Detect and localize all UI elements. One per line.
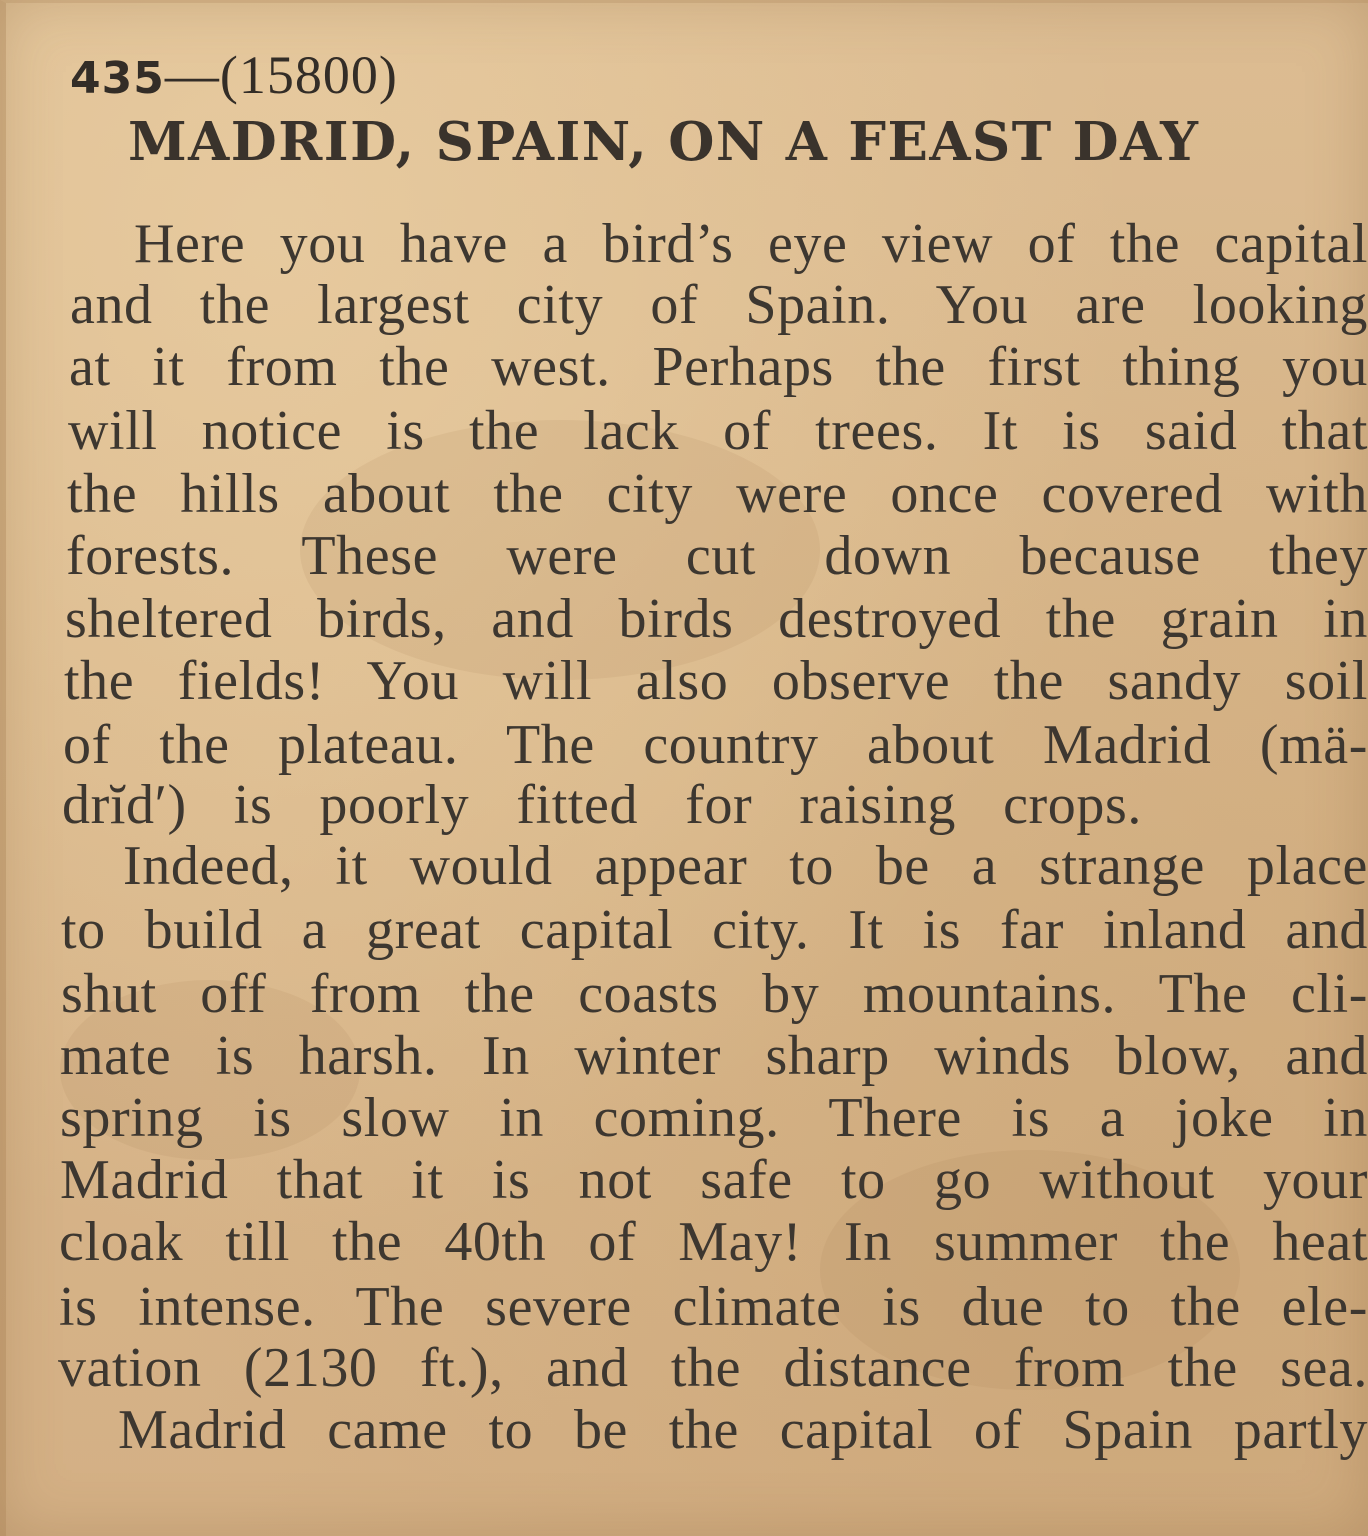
text-line-16: Madrid that it is not safe to go without your (60, 1149, 1368, 1211)
text-line-15: spring is slow in coming. There is a joke in (60, 1087, 1368, 1149)
text-line-13: shut off from the coasts by mountains. The cli- (61, 963, 1368, 1025)
text-line-11: Indeed, it would appear to be a strange place (123, 835, 1368, 897)
text-line-6: forests. These were cut down because they (66, 525, 1368, 587)
text-line-8: the fields! You will also observe the sandy soil (64, 650, 1368, 712)
text-line-7: sheltered birds, and birds destroyed the grain in (65, 588, 1368, 650)
text-line-1: Here you have a bird’s eye view of the capital (134, 213, 1368, 275)
text-line-10: drĭd′) is poorly fitted for raising crops. (62, 774, 1142, 836)
text-line-4: will notice is the lack of trees. It is said that (68, 400, 1368, 462)
card-title: MADRID, SPAIN, ON A FEAST DAY (128, 111, 1200, 173)
text-line-19: vation (2130 ft.), and the distance from the sea. (58, 1337, 1368, 1399)
text-line-12: to build a great capital city. It is far inland and (61, 899, 1368, 961)
catalog-number-main: 435 (70, 53, 165, 104)
text-line-9: of the plateau. The country about Madrid (mä- (63, 714, 1368, 776)
text-line-20: Madrid came to be the capital of Spain partly (118, 1399, 1368, 1461)
text-line-5: the hills about the city were once covered with (67, 463, 1368, 525)
text-line-17: cloak till the 40th of May! In summer the heat (59, 1211, 1368, 1273)
catalog-number-suffix: —(15800) (164, 45, 398, 105)
text-line-14: mate is harsh. In winter sharp winds blow, and (60, 1025, 1368, 1087)
text-line-18: is intense. The severe climate is due to the ele- (59, 1276, 1368, 1338)
text-line-2: and the largest city of Spain. You are looking (70, 274, 1368, 336)
text-line-3: at it from the west. Perhaps the first thing you (69, 336, 1368, 398)
